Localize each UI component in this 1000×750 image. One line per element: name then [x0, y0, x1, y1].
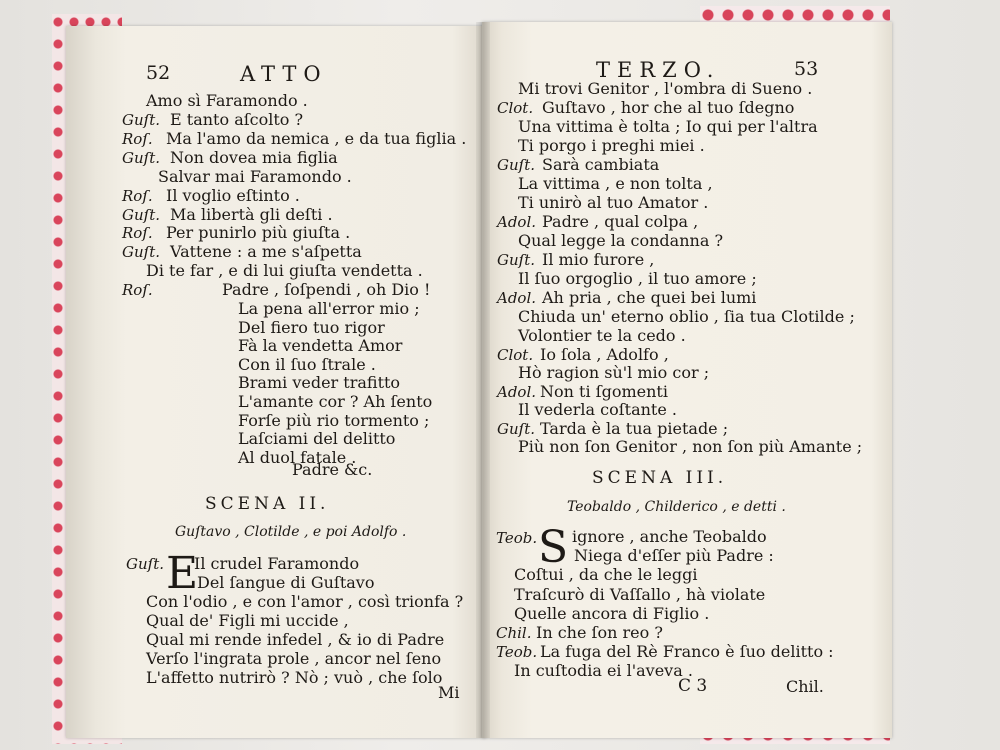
left-running-header: ATTO — [240, 62, 328, 86]
verse-text: Del fiero tuo rigor — [238, 317, 385, 337]
verse-text: Il mio furore , — [542, 250, 655, 269]
verse-text: Ma libertà gli deſti . — [170, 205, 333, 224]
speaker-label: Guſt. — [497, 251, 535, 269]
verse-text: La vittima , e non tolta , — [518, 174, 713, 193]
verse-text: Non ti ſgomenti — [540, 382, 668, 401]
verse-text: Con il ſuo ſtrale . — [238, 354, 376, 374]
drop-cap-s: S — [538, 522, 569, 573]
verse-text: Ti porgo i preghi miei . — [518, 136, 705, 155]
right-running-header: TERZO. — [596, 58, 721, 82]
speaker-label: Adol. — [497, 213, 537, 231]
verse-text: Mi trovi Genitor , l'ombra di Sueno . — [518, 79, 813, 98]
verse-text: Di te far , e di lui giuſta vendetta . — [146, 261, 423, 280]
speaker-label: Guſt. — [126, 555, 164, 573]
verse-text: Qual de' Figli mi uccide , — [146, 611, 349, 630]
verse-text: Del ſangue di Guſtavo — [197, 573, 375, 592]
verse-text: Qual legge la condanna ? — [518, 231, 724, 250]
verse-text: Coſtui , da che le leggi — [514, 565, 698, 584]
speaker-label: Teob. — [496, 643, 538, 661]
right-page-number: 53 — [794, 58, 819, 80]
speaker-label: Adol. — [497, 289, 537, 307]
verse-text: La fuga del Rè Franco è ſuo delitto : — [540, 642, 834, 661]
speaker-label: Roſ. — [122, 281, 153, 299]
verse-text: Ti unirò al tuo Amator . — [518, 193, 709, 212]
verse-text: L'amante cor ? Ah ſento — [238, 392, 433, 411]
signature-mark: C 3 — [678, 676, 708, 696]
verse-text: La pena all'error mio ; — [238, 299, 420, 318]
verse-text: Forſe più rio tormento ; — [238, 410, 430, 430]
verse-text: Per punirlo più giuſta . — [166, 223, 351, 242]
verse-text: Più non ſon Genitor , non ſon più Amante ; — [518, 437, 863, 456]
speaker-label: Roſ. — [122, 224, 153, 242]
verse-text: Il crudel Faramondo — [194, 554, 360, 573]
speaker-label: Chil. — [496, 624, 532, 642]
verse-text: Salvar mai Faramondo . — [158, 167, 352, 186]
verse-text: Padre , ſoſpendi , oh Dio ! — [222, 280, 431, 299]
verse-text: Il voglio eſtinto . — [166, 186, 300, 205]
scene-title-2: SCENA II. — [205, 494, 330, 514]
verse-text: Con l'odio , e con l'amor , così trionfa ? — [146, 592, 464, 611]
scene-title-3: SCENA III. — [592, 468, 728, 488]
speaker-label: Guſt. — [122, 243, 160, 261]
verse-text: Fà la vendetta Amor — [238, 336, 403, 356]
verse-text: In che ſon reo ? — [536, 623, 663, 642]
verse-text: Brami veder trafitto — [238, 373, 401, 393]
speaker-label: Adol. — [497, 383, 537, 401]
drop-cap-e: E — [166, 548, 199, 599]
verse-text: Io ſola , Adolfo , — [540, 345, 669, 364]
verse-text: Niega d'eſſer più Padre : — [574, 546, 774, 565]
verse-text: Una vittima è tolta ; Io qui per l'altra — [518, 117, 818, 136]
verse-text: Laſciami del delitto — [238, 429, 396, 449]
verse-text: Amo sì Faramondo . — [146, 91, 308, 110]
speaker-label: Guſt. — [122, 149, 160, 167]
right-catchword: Chil. — [786, 677, 824, 696]
verse-text: Chiuda un' eterno oblio , ſia tua Clotilde ; — [518, 307, 855, 326]
verse-text: ignore , anche Teobaldo — [572, 527, 767, 546]
speaker-label: Roſ. — [122, 130, 153, 148]
speaker-label: Guſt. — [122, 206, 160, 224]
scene-2-cast: Guſtavo , Clotilde , e poi Adolfo . — [175, 524, 407, 540]
verse-text: E tanto aſcolto ? — [170, 110, 304, 129]
verse-text: In cuſtodia ei l'aveva . — [514, 661, 693, 680]
speaker-label: Guſt. — [497, 156, 535, 174]
left-catchword: Mi — [438, 683, 460, 702]
speaker-label: Roſ. — [122, 187, 153, 205]
verse-text: Al duol fatale . — [238, 447, 357, 467]
verse-text: Ma l'amo da nemica , e da tua figlia . — [166, 129, 467, 148]
verse-text: Vattene : a me s'aſpetta — [170, 242, 362, 261]
verse-text: Il ſuo orgoglio , il tuo amore ; — [518, 269, 757, 288]
speaker-label: Clot. — [497, 346, 534, 364]
book-gutter — [476, 22, 490, 738]
verse-text: Traſcurò di Vaſſallo , hà violate — [514, 585, 766, 604]
verse-text: L'affetto nutrirò ? Nò ; vuò , che ſolo — [146, 668, 443, 687]
verse-text: Verſo l'ingrata prole , ancor nel ſeno — [146, 649, 442, 668]
left-page-number: 52 — [146, 62, 171, 84]
verse-text: Qual mi rende infedel , & io di Padre — [146, 630, 445, 649]
verse-text: Sarà cambiata — [542, 155, 660, 174]
padre-cue: Padre &c. — [292, 460, 373, 479]
speaker-label: Guſt. — [497, 420, 535, 438]
verse-text: Hò ragion sù'l mio cor ; — [518, 363, 710, 382]
scene-3-cast: Teobaldo , Childerico , e detti . — [567, 499, 786, 515]
verse-text: Non dovea mia figlia — [170, 148, 338, 167]
verse-text: Guſtavo , hor che al tuo ſdegno — [542, 98, 795, 117]
verse-text: Quelle ancora di Figlio . — [514, 604, 710, 623]
verse-text: Padre , qual colpa , — [542, 212, 699, 231]
verse-text: Ah pria , che quei bei lumi — [542, 288, 757, 307]
verse-text: Volontier te la cedo . — [518, 326, 686, 345]
verse-text: Tarda è la tua pietade ; — [540, 419, 729, 438]
speaker-label: Guſt. — [122, 111, 160, 129]
speaker-label: Clot. — [497, 99, 534, 117]
verse-text: Il vederla coſtante . — [518, 400, 677, 419]
speaker-label: Teob. — [496, 529, 538, 547]
